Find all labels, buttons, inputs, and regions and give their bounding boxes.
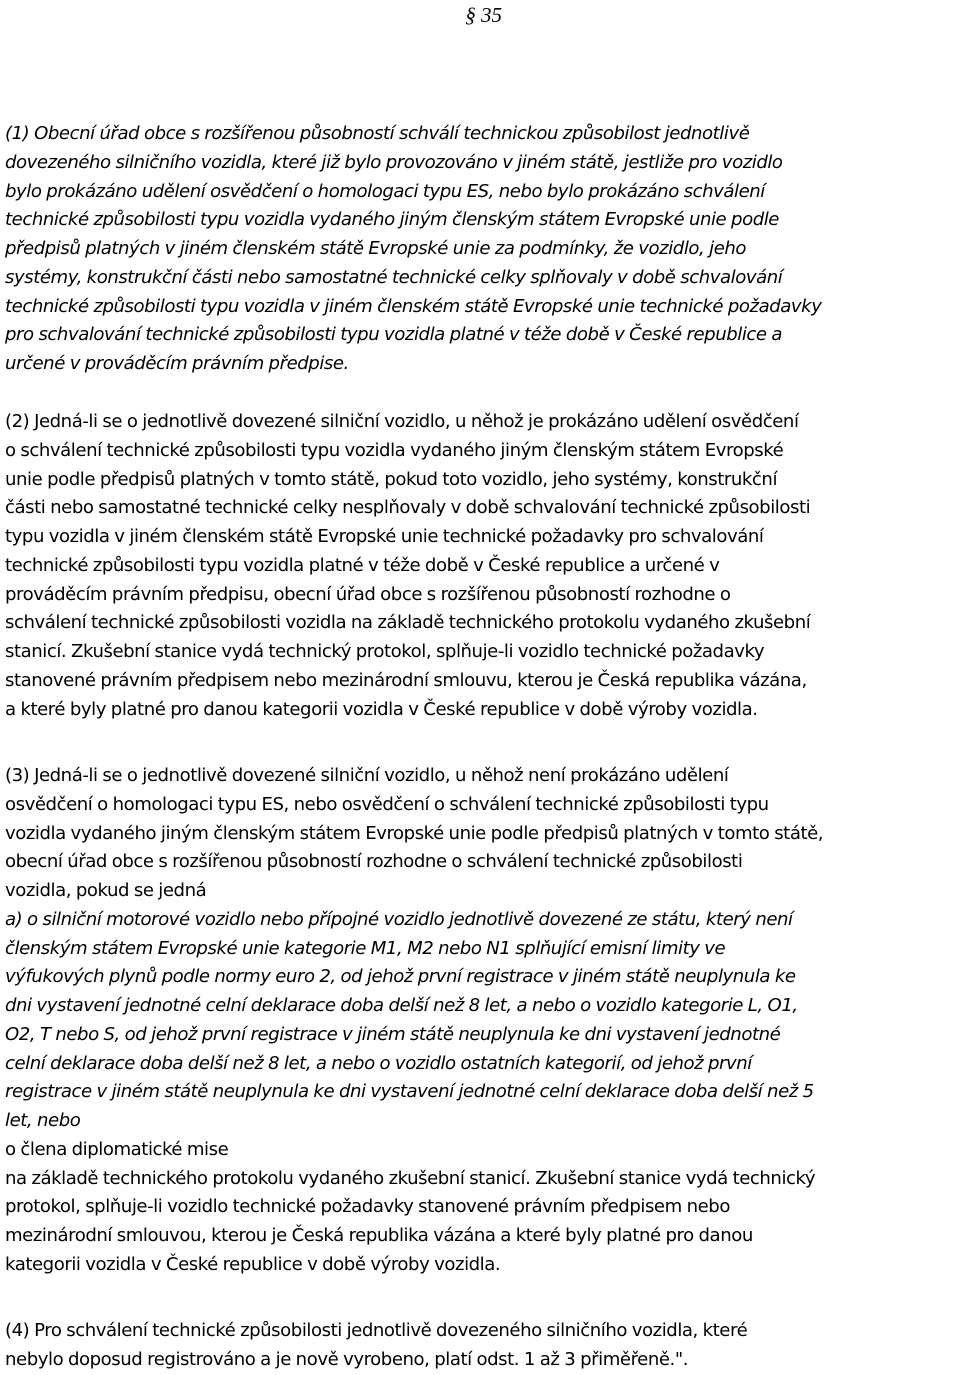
text-line: nebylo doposud registrováno a je nově vyrobeno, platí odst. 1 až 3 přiměřeně.". — [5, 1348, 689, 1370]
text-line: pro schvalování technické způsobilosti typu vozidla platné v téže době v České republice a — [5, 324, 783, 346]
text-line: a které byly platné pro danou kategorii vozidla v České republice v době výroby vozidla. — [5, 698, 758, 720]
text-line: prováděcím právním předpisu, obecní úřad obce s rozšířenou působností rozhodne o — [5, 583, 731, 605]
text-line: o člena diplomatické mise — [5, 1138, 229, 1160]
text-line: technické způsobilosti typu vozidla vydaného jiným členským státem Evropské unie podle — [5, 209, 779, 231]
text-line: protokol, splňuje-li vozidlo technické požadavky stanovené právním předpisem nebo — [5, 1196, 730, 1218]
text-line: unie podle předpisů platných v tomto státě, pokud toto vozidlo, jeho systémy, konstrukční — [5, 468, 778, 490]
text-line-item-a: dni vystavení jednotné celní deklarace doba delší než 8 let, a nebo o vozidlo kategorie L, O1, — [5, 995, 798, 1016]
text-line: bylo prokázáno udělení osvědčení o homologaci typu ES, nebo bylo prokázáno schválení — [5, 180, 765, 202]
text-line: části nebo samostatné technické celky nesplňovaly v době schvalování technické způsobilosti — [5, 497, 811, 519]
text-line: na základě technického protokolu vydaného zkušební stanicí. Zkušební stanice vydá technický — [5, 1167, 816, 1189]
text-line: předpisů platných v jiném členském státě Evropské unie za podmínky, že vozidlo, jeho — [5, 238, 747, 259]
text-line: určené v prováděcím právním předpise. — [5, 353, 349, 374]
text-line: vozidla vydaného jiným členským státem Evropské unie podle předpisů platných v tomto státě, — [5, 822, 824, 844]
text-line-item-a: O2, T nebo S, od jehož první registrace v jiném státě neuplynula ke dni vystavení jednotné — [5, 1023, 781, 1045]
text-line: technické způsobilosti typu vozidla platné v téže době v České republice a určené v — [5, 554, 720, 576]
text-line: systémy, konstrukční části nebo samostatné technické celky splňovaly v době schvalování — [5, 266, 783, 288]
text-line: stanicí. Zkušební stanice vydá technický protokol, splňuje-li vozidlo technické požadavky — [5, 641, 765, 662]
text-line: mezinárodní smlouvou, kterou je Česká republika vázána a které byly platné pro danou — [5, 1225, 753, 1246]
text-line: vozidla, pokud se jedná — [5, 880, 207, 901]
paragraph-1 — [5, 120, 960, 379]
text-line: (4) Pro schválení technické způsobilosti jednotlivě dovezeného silničního vozidla, které — [5, 1320, 748, 1341]
text-line-item-a: let, nebo — [5, 1110, 81, 1131]
text-line: technické způsobilosti typu vozidla v jiném členském státě Evropské unie technické požadavky — [5, 295, 822, 317]
text-line: (2) Jedná-li se o jednotlivě dovezené silniční vozidlo, u něhož je prokázáno udělení osvědčení — [5, 411, 799, 432]
text-line: obecní úřad obce s rozšířenou působností rozhodne o schválení technické způsobilosti — [5, 851, 743, 873]
text-line-item-a: členským státem Evropské unie kategorie M1, M2 nebo N1 splňující emisní limity ve — [5, 937, 726, 959]
paragraph-4 — [5, 1317, 960, 1375]
text-line-item-a: celní deklarace doba delší než 8 let, a nebo o vozidlo ostatních kategorií, od jehož první — [5, 1052, 752, 1074]
text-line: o schválení technické způsobilosti typu vozidla vydaného jiným členským státem Evropské — [5, 439, 784, 461]
text-line-item-a: výfukových plynů podle normy euro 2, od jehož první registrace v jiném státě neuplynula ke — [5, 966, 796, 988]
section-heading — [465, 2, 502, 28]
text-line: dovezeného silničního vozidla, které již bylo provozováno v jiném státě, jestliže pro vozidlo — [5, 151, 783, 173]
text-line: (1) Obecní úřad obce s rozšířenou působností schválí technickou způsobilost jednotlivě — [5, 123, 750, 144]
text-line: osvědčení o homologaci typu ES, nebo osvědčení o schválení technické způsobilosti typu — [5, 793, 769, 815]
section-mark: § 35 — [465, 3, 502, 27]
text-line: stanovené právním předpisem nebo mezinárodní smlouvu, kterou je Česká republika vázána, — [5, 669, 807, 691]
paragraph-3 — [5, 762, 960, 1280]
text-line: kategorii vozidla v České republice v době výroby vozidla. — [5, 1253, 501, 1275]
paragraph-2 — [5, 408, 960, 724]
text-line-item-a: a) o silniční motorové vozidlo nebo přípojné vozidlo jednotlivě dovezené ze státu, který není — [5, 908, 793, 930]
text-line: schválení technické způsobilosti vozidla na základě technického protokolu vydaného zkušební — [5, 612, 811, 634]
text-line: (3) Jedná-li se o jednotlivě dovezené silniční vozidlo, u něhož není prokázáno udělení — [5, 765, 729, 786]
text-line-item-a: registrace v jiném státě neuplynula ke dni vystavení jednotné celní deklarace doba delší než 5 — [5, 1081, 814, 1103]
text-line: typu vozidla v jiném členském státě Evropské unie technické požadavky pro schvalování — [5, 526, 764, 547]
